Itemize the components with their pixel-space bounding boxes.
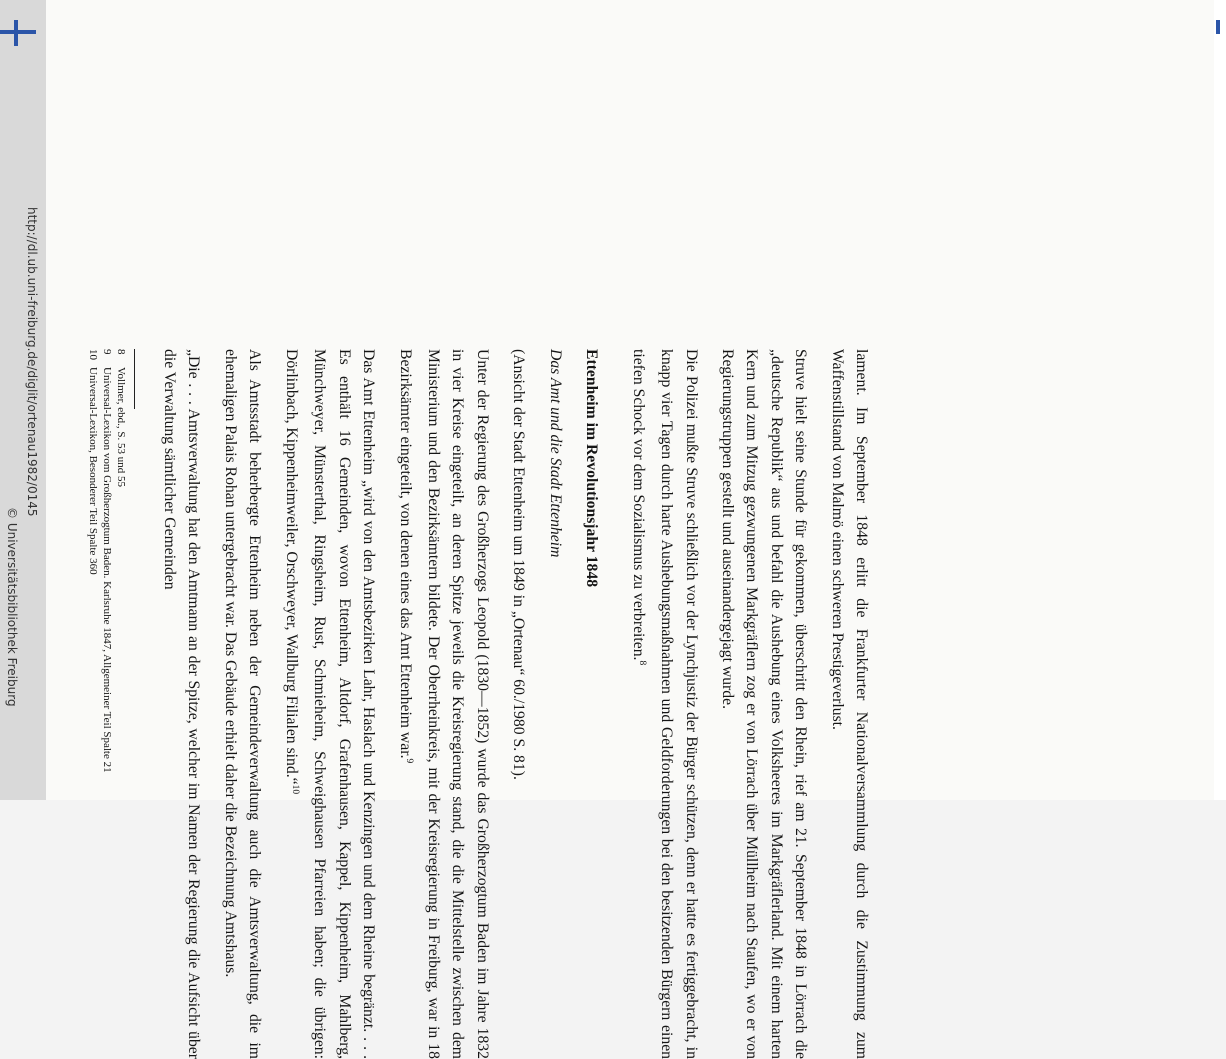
section-heading: Ettenheim im Revolutionsjahr 1848 [583,349,601,588]
footnote-text: Vollmer, ebd., S. 53 und 55 [114,367,127,488]
footnote-ref-8: 8 [636,660,647,666]
footnote-number: 10 [86,349,99,360]
paragraph-3 [625,349,702,1059]
footnote-item [86,349,100,1059]
page-text-block [0,349,873,1059]
paragraph-4 [392,349,494,1059]
paragraph-6: Als Amtsstadt beherbergte Ettenheim neben der Gemeindeverwaltung auch die Amtsverwaltung, die im ehemaligen Palais Rohan untergebracht war. Das Gebäude erhielt daher die Bezeichnung Amtshaus. [221,349,264,1059]
paragraph-4-text: Unter der Regierung des Großherzogs Leopold (1830—1852) wurde das Großherzogtum Baden im Jahre 1832 in vier Kreise eingeteilt, an deren Spitze jeweils die Kreisregierung stand, die die Mittelstelle zwischen dem Ministerium und den Bezirksämtern bildete. Der Oberrheinkreis, mit der Kreisregierung in Freiburg, war in 18 Bezirksämter eingeteilt, von denen eines das Amt Ettenheim war. [396,349,491,1059]
paragraph-7: „Die . . . Amtsverwaltung hat den Amtmann an der Spitze, welcher im Namen der Regierung die Aufsicht über die Verwaltung sämtlicher Gemeinden [160,349,203,1059]
footnote-item [100,349,114,1059]
watermark-url: http://dl.ub.uni-freiburg.de/diglit/ortenau1982/0145 [25,207,39,517]
scan-marker-top-right [1216,20,1220,34]
footnote-divider [134,349,135,409]
watermark-copyright: © Universitätsbibliothek Freiburg [5,507,19,707]
section-subheading: Das Amt und die Stadt Ettenheim [546,349,564,558]
footnotes [86,349,128,1059]
scan-marker-top-left [0,30,36,34]
paragraph-5-text: Das Amt Ettenheim „wird von den Amtsbezirken Lahr, Haslach und Kenzingen und dem Rheine begränzt. . . . Es enthält 16 Gemeinden, wovon Ettenheim, Altdorf, Grafenhausen, Kappel, Kippenheim, Mahlberg, Münchweyer, Münsterthal, Ringsheim, Rust, Schmieheim, Schweighausen Pfarreien haben; die übrigen: Dörlinbach, Kippenheimweiler, Orschweyer, Wallburg Filialen sind.“ [282,349,378,1059]
footnote-number: 8 [114,349,127,355]
paragraph-3-text: Die Polizei mußte Struve schließlich vor der Lynchjustiz der Bürger schützen, denn er hatte es fertiggebracht, in knapp vier Tagen durch harte Aushebungsmaßnahmen und Geldforderungen bei den besitzenden Bürgern einen tiefen Schock vor dem Sozialismus zu verbreiten. [629,349,700,1059]
paragraph-2: Struve hielt seine Stunde für gekommen, überschritt den Rhein, rief am 21. September 1848 in Lörrach die „deutsche Republik“ aus und befahl die Aushebung eines Volksheeres im Markgräflerland. Mit einem harten Kern und zum Mitzug gezwungenen Markgräflern zog er von Lörrach über Müllheim nach Staufen, wo er von Regierungstruppen gestellt und auseinandergejagt wurde. [718,349,810,1059]
footnote-text: Universal-Lexikon vom Großherzogtum Baden. Karlsruhe 1847, Allgemeiner Teil Spalte 21 [100,367,113,773]
paragraph-5 [278,349,380,1059]
footnote-text: Universal-Lexikon, Besonderer Teil Spalte 360 [86,367,99,575]
viewer-right-margin [1214,0,1226,800]
footnote-item [114,349,128,1059]
scan-marker-top-left-vertical [14,20,18,46]
source-note: (Ansicht der Stadt Ettenheim um 1849 in „Ortenau“ 60./1980 S. 81). [510,349,528,780]
paragraph-1: lament. Im September 1848 erlitt die Frankfurter Nationalversammlung durch die Zustimmung zum Waffenstillstand von Malmö einen schweren Prestigeverlust. [828,349,870,1059]
footnote-number: 9 [100,349,113,355]
footnote-ref-9: 9 [403,758,414,764]
footnote-ref-10: 10 [289,784,300,795]
